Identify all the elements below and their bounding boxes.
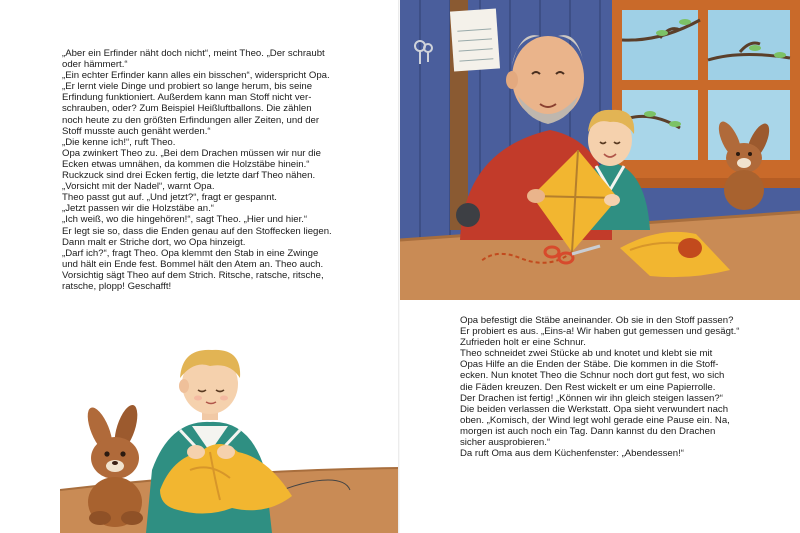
text-line: Die beiden verlassen die Werkstatt. Opa sieht verwundert nach <box>460 403 729 415</box>
text-line: Opa zwinkert Theo zu. „Bei dem Drachen müssen wir nur die <box>62 147 321 159</box>
text-line: oder hämmert.“ <box>62 59 128 71</box>
text-line: „Ich weiß, wo die hingehören!“, sagt Theo. „Hier und hier.“ <box>62 214 308 226</box>
text-line: sicher ausprobieren.“ <box>460 437 551 449</box>
text-line: „Jetzt passen wir die Holzstäbe an.“ <box>62 203 214 215</box>
text-line: Er probiert es aus. „Eins-a! Wir haben gut gemessen und gesägt.“ <box>460 326 740 338</box>
text-line: Opas Hilfe an die Enden der Stäbe. Die kommen in die Stoff- <box>460 359 719 371</box>
text-line: „Vorsicht mit der Nadel“, warnt Opa. <box>62 181 215 193</box>
text-line: „Ein echter Erfinder kann alles ein bisschen“, widerspricht Opa. <box>62 70 330 82</box>
text-line: Ruckzuck sind drei Ecken fertig, die letzte darf Theo nähen. <box>62 170 316 182</box>
text-line: noch heute zu den größten Erfindungen aller Zeiten, und der <box>62 114 320 126</box>
text-line: morgen ist auch noch ein Tag. Dann kannst du den Drachen <box>460 425 716 437</box>
text-line: oben. „Komisch, der Wind legt wohl gerade eine Pause ein. Na, <box>460 414 730 426</box>
right-page-text <box>460 315 780 459</box>
right-page <box>400 0 800 533</box>
text-line: schrauben, oder? Zum Beispiel Heißluftballons. Die zählen <box>62 103 312 115</box>
text-line: Erfindung funktioniert. Außerdem kann man Stoff nicht ver- <box>62 92 312 104</box>
text-line: „Aber ein Erfinder näht doch nicht“, meint Theo. „Der schraubt <box>62 48 325 59</box>
text-line: Da ruft Oma aus dem Küchenfenster: „Abendessen!“ <box>460 448 684 460</box>
text-line: Ecken etwas umnähen, da kommen die Holzstäbe hinein.“ <box>62 158 310 170</box>
text-line: „Die kenne ich!“, ruft Theo. <box>62 136 176 148</box>
wall-calendar <box>450 8 500 71</box>
text-line: Der Drachen ist fertig! „Können wir ihn gleich steigen lassen?“ <box>460 392 723 404</box>
illustration-workshop <box>400 0 800 300</box>
text-line: die Fäden kreuzen. Den Rest wickelt er um eine Papierrolle. <box>460 381 716 393</box>
left-page-text <box>62 48 374 292</box>
string-spool <box>678 238 702 258</box>
illustration-theo-sewing <box>60 340 400 533</box>
text-line: und hält ein Ende fest. Bommel hält den Atem an. Theo auch. <box>62 258 324 270</box>
text-line: Opa befestigt die Stäbe aneinander. Ob sie in den Stoff passen? <box>460 315 734 326</box>
bunny-plush <box>83 402 143 527</box>
text-line: Theo passt gut auf. „Und jetzt?“, fragt er gespannt. <box>62 192 277 204</box>
text-line: Theo schneidet zwei Stücke ab und knotet und klebt sie mit <box>460 348 713 360</box>
text-line: Zufrieden holt er eine Schnur. <box>460 337 586 349</box>
window <box>605 0 800 188</box>
text-line: ecken. Nun knotet Theo die Schnur noch dort gut fest, wo sich <box>460 370 725 382</box>
text-line: „Darf ich?“, fragt Theo. Opa klemmt den Stab in eine Zwinge <box>62 247 319 259</box>
text-line: Er legt sie so, dass die Enden genau auf den Stoffecken liegen. <box>62 225 332 237</box>
text-line: Vorsichtig sägt Theo auf dem Strich. Ritsche, ratsche, ritsche, <box>62 269 324 281</box>
text-line: ratsche, plopp! Geschafft! <box>62 280 172 292</box>
yarn-ball <box>456 203 480 227</box>
text-line: Stoff musste auch genäht werden.“ <box>62 125 211 137</box>
text-line: Dann malt er Striche dort, wo Opa hinzeigt. <box>62 236 246 248</box>
text-line: „Er lernt viele Dinge und probiert so lange herum, bis seine <box>62 81 313 93</box>
